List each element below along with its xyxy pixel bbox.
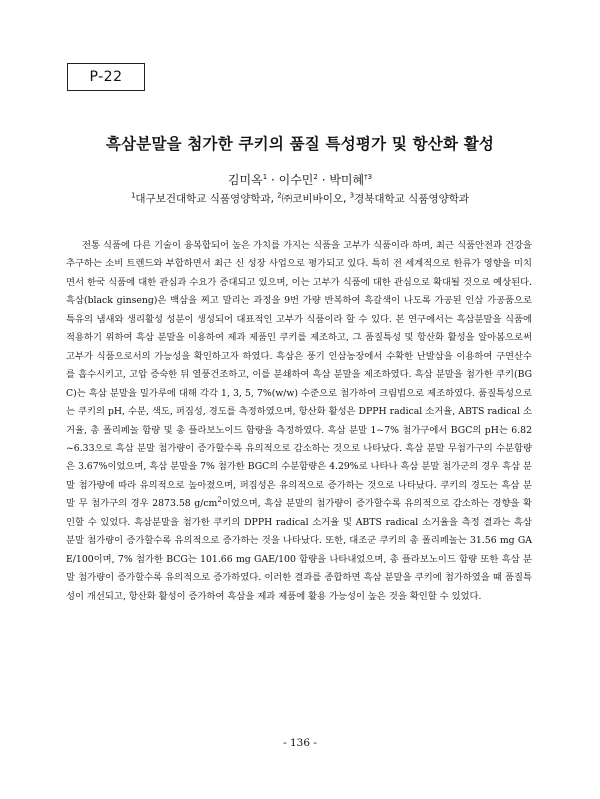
poster-number: P-22	[89, 69, 123, 85]
unit-superscript: 2	[217, 496, 222, 505]
page-number: - 136 -	[283, 737, 317, 749]
author-name: 김미옥	[227, 173, 263, 187]
affiliation-text: 경북대학교 식품영양학과	[354, 193, 470, 205]
affiliation-text: ㈜코비바이오,	[281, 193, 350, 205]
poster-number-box	[67, 63, 145, 91]
abstract-text-part2: 이었으며, 흑삼 분말의 첨가량이 증가할수록 유의적으로 감소하는 경향을 확인할 수 있었다. 흑삼분말을 첨가한 쿠키의 DPPH radical 소거율 및 ABTS radical 소거율을 측정 결과는 흑삼 분말 첨가량이 증가할수록 유의적으로 증가하는 것을 나타났다. 또한, 대조군 쿠키의 총 폴리페놀는 31.56 mg GAE/100이며, 7% 첨가한 BCG는 101.66 mg GAE/100 함량을 나타내었으며, 총 플라보노이드 함량 또한 흑삼 분말 첨가량이 증가할수록 유의적으로 증가하였다. 이러한 결과를 종합하면 흑삼 분말을 쿠키에 첨가하였을 때 품질특성이 개선되고, 항산화 활성이 증가하여 흑삼을 제과 제품에 활용 가능성이 높은 것을 확인할 수 있었다.	[66, 498, 532, 602]
author-superscript: 2	[313, 173, 318, 181]
affiliation-superscript: 3	[349, 191, 355, 200]
author-separator: ·	[267, 173, 279, 187]
paper-title: 흑삼분말을 첨가한 쿠키의 품질 특성평가 및 항산화 활성	[105, 135, 495, 153]
author-separator: ·	[317, 173, 330, 187]
author-superscript: 1	[262, 173, 268, 181]
abstract-body	[66, 237, 532, 606]
affiliation-superscript: 1	[130, 191, 136, 200]
affiliation-text: 대구보건대학교 식품영양학과,	[135, 193, 278, 205]
abstract-text-part1: 전통 식품에 다른 기술이 융복합되어 높은 가치를 가지는 식품을 고부가 식품이라 하며, 최근 식품안전과 건강을 추구하는 소비 트렌드와 부합하면서 최근 신 성장 사업으로 평가되고 있다. 특히 전 세계적으로 한류가 영향을 미치면서 한국 식품에 대한 관심과 수요가 증대되고 있으며, 이는 고부가 식품에 대한 관심으로 확대될 것으로 예상된다. 흑삼(black ginseng)은 백삼을 찌고 말리는 과정을 9번 가량 반복하여 흑갈색이 나도록 가공된 인삼 가공품으로 특유의 냄새와 생리활성 성분이 생성되어 대표적인 고부가 식품이라 할 수 있다. 본 연구에서는 흑삼분말을 식품에 적용하기 위하여 흑삼 분말을 이용하여 제과 제품인 쿠키를 제조하고, 그 품질특성 및 항산화 활성을 알아봄으로써 고부가 식품으로서의 가능성을 확인하고자 하였다. 흑삼은 풍기 인삼농장에서 수확한 난발삼을 이용하여 구연산수를 흡수시키고, 고압 증숙한 뒤 열풍건조하고, 이를 분쇄하여 흑삼 분말을 제조하였다. 흑삼 분말을 첨가한 쿠키(BGC)는 흑삼 분말을 밀가루에 대해 각각 1, 3, 5, 7%(w/w) 수준으로 첨가하여 크림법으로 제조하였다. 품질특성으로는 쿠키의 pH, 수분, 색도, 퍼짐성, 경도를 측정하였으며, 항산화 활성은 DPPH radical 소거율, ABTS radical 소거율, 총 폴리페놀 함량 및 총 플라보노이드 함량을 측정하였다. 흑삼 분말 1~7% 첨가구에서 BGC의 pH는 6.82~6.33으로 흑삼 분말 첨가량이 증가할수록 유의적으로 감소하는 것으로 나타났다. 흑삼 분말 무첨가구의 수분함량은 3.67%이었으며, 흑삼 분말을 7% 첨가한 BGC의 수분함량은 4.29%로 나타나 흑삼 분말 첨가군의 경우 흑삼 분말 첨가량에 따라 유의적으로 높아졌으며, 퍼짐성은 유의적으로 증가하는 것으로 나타났다. 쿠키의 경도는 흑삼 분말 무 첨가구의 경우 2873.58 g/cm	[66, 240, 532, 510]
affiliation-superscript: 2	[277, 191, 282, 200]
author-name: 이수민	[278, 173, 314, 187]
author-line	[0, 171, 600, 188]
affiliation-line	[0, 191, 600, 206]
author-superscript: †3	[364, 173, 373, 181]
author-name: 박미혜	[329, 173, 365, 187]
